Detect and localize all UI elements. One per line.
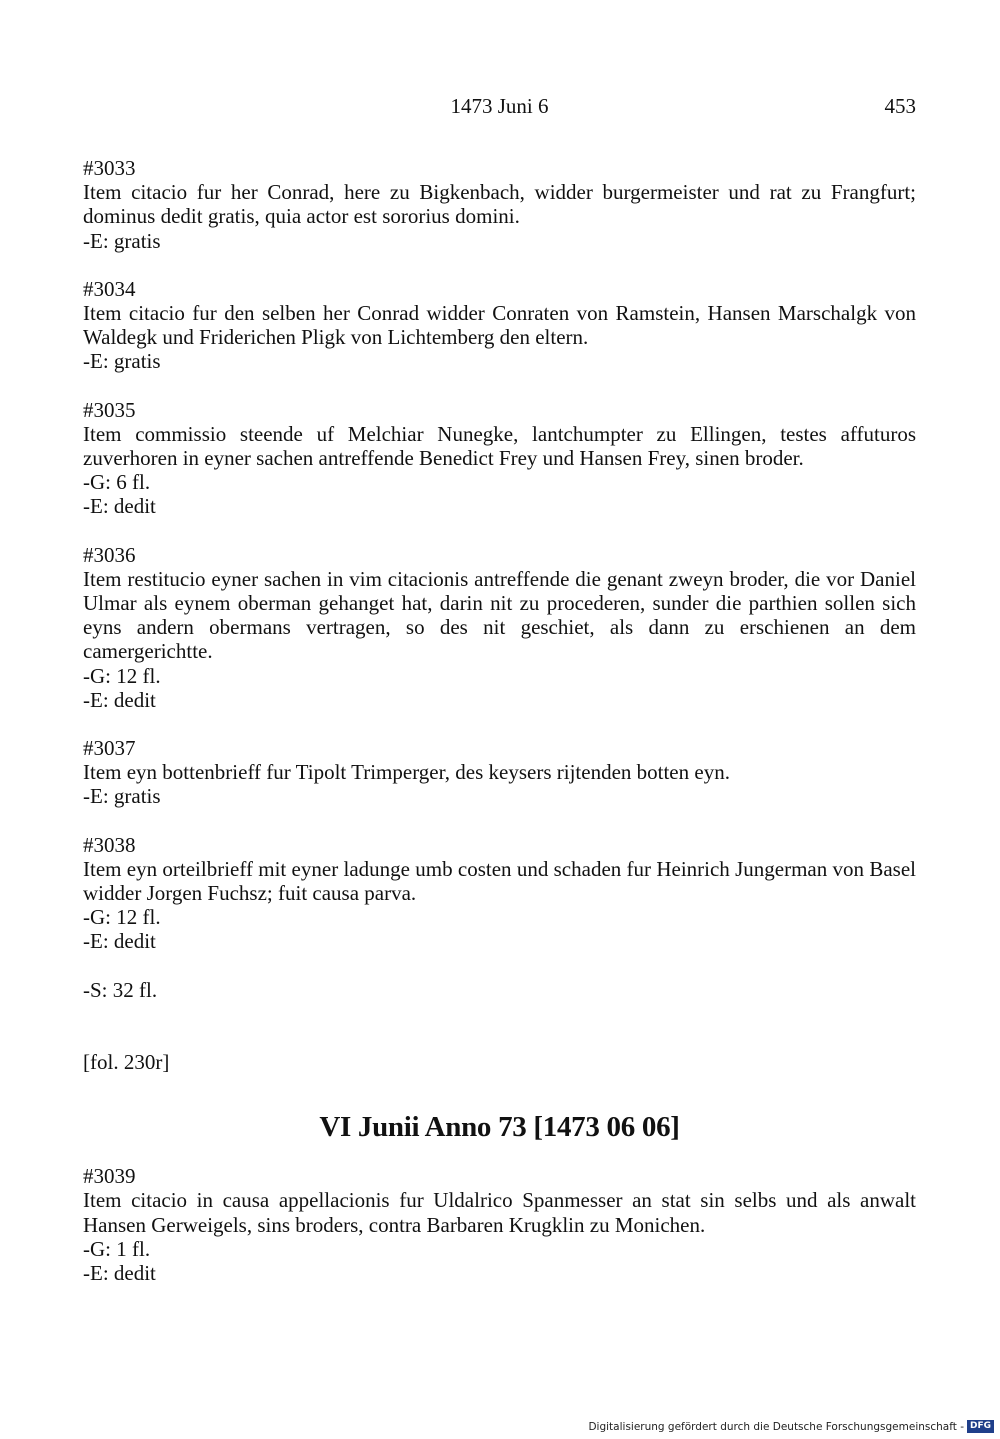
entry: [83, 277, 916, 374]
entry-text: Item eyn bottenbrieff fur Tipolt Trimperger, des keysers rijtenden botten eyn.: [83, 760, 730, 785]
entry-text: Item citacio fur her Conrad, here zu Bigkenbach, widder burgermeister und rat zu Frangfurt; dominus dedit gratis, quia actor est sororius domini.: [83, 180, 916, 229]
entry-number: #3039: [83, 1164, 136, 1189]
entry-fee-line: -E: dedit: [83, 494, 156, 519]
entry-text: Item citacio in causa appellacionis fur Uldalrico Spanmesser an stat sin selbs und als anwalt Hansen Gerweigels, sins broders, contra Barbaren Krugklin zu Monichen.: [83, 1188, 916, 1237]
entry-fee-line: -E: gratis: [83, 228, 161, 253]
folio-reference: [fol. 230r]: [83, 1049, 170, 1074]
entry-fee-line: -E: dedit: [83, 1260, 156, 1285]
entry: [83, 156, 916, 253]
entry-text: Item commissio steende uf Melchiar Nunegke, lantchumpter zu Ellingen, testes affuturos zuverhoren in eyner sachen antreffende Benedict Frey und Hansen Frey, sinen broder.: [83, 421, 916, 471]
entry: [83, 1164, 916, 1285]
entry-number: #3035: [83, 397, 136, 422]
entry-fee-line: -E: gratis: [83, 349, 161, 374]
entry-fee-line: -G: 1 fl.: [83, 1236, 151, 1261]
footer-text: Digitalisierung gefördert durch die Deutsche Forschungsgemeinschaft -: [588, 1420, 964, 1433]
entry-text: Item restitucio eyner sachen in vim citacionis antreffende die genant zweyn broder, die vor Daniel Ulmar als eynem oberman gehanget hat, darin nit zu procederen, sunder die parthien sollen sich eyns andern obermans vertragen, so des nit geschiet, als dann zu erschienen an dem camergerichtte.: [83, 566, 916, 664]
entry-fee-line: -G: 12 fl.: [83, 905, 161, 930]
entry-number: #3036: [83, 542, 136, 567]
entries-list-section-2: [83, 1164, 916, 1285]
funding-footer: [588, 1420, 994, 1433]
entries-list: [83, 156, 916, 954]
entry-text: Item eyn orteilbrieff mit eyner ladunge umb costen und schaden fur Heinrich Jungerman von Basel widder Jorgen Fuchsz; fuit causa parva.: [83, 856, 916, 906]
entry-fee-line: -E: dedit: [83, 687, 156, 712]
section-heading: VI Junii Anno 73 [1473 06 06]: [319, 1111, 680, 1144]
entry-number: #3034: [83, 276, 136, 301]
entry: [83, 543, 916, 712]
page-number: 453: [884, 94, 916, 118]
entry-fee-line: -E: gratis: [83, 784, 161, 809]
entry-fee-line: -G: 6 fl.: [83, 470, 151, 495]
page-header: [83, 94, 916, 124]
entry-fee-line: -G: 12 fl.: [83, 663, 161, 688]
entry: [83, 736, 916, 809]
page-content: [83, 156, 916, 1309]
dfg-logo: DFG: [967, 1420, 994, 1433]
entry-number: #3037: [83, 736, 136, 761]
sum-total: -S: 32 fl.: [83, 977, 158, 1002]
entry-number: #3033: [83, 156, 136, 180]
entry-fee-line: -E: dedit: [83, 929, 156, 954]
entry: [83, 833, 916, 954]
entry: [83, 398, 916, 519]
entry-text: Item citacio fur den selben her Conrad widder Conraten von Ramstein, Hansen Marschalgk von Waldegk und Friderichen Pligk von Lichtemberg den eltern.: [83, 301, 916, 350]
page-running-title: 1473 Juni 6: [450, 94, 549, 118]
entry-number: #3038: [83, 832, 136, 857]
